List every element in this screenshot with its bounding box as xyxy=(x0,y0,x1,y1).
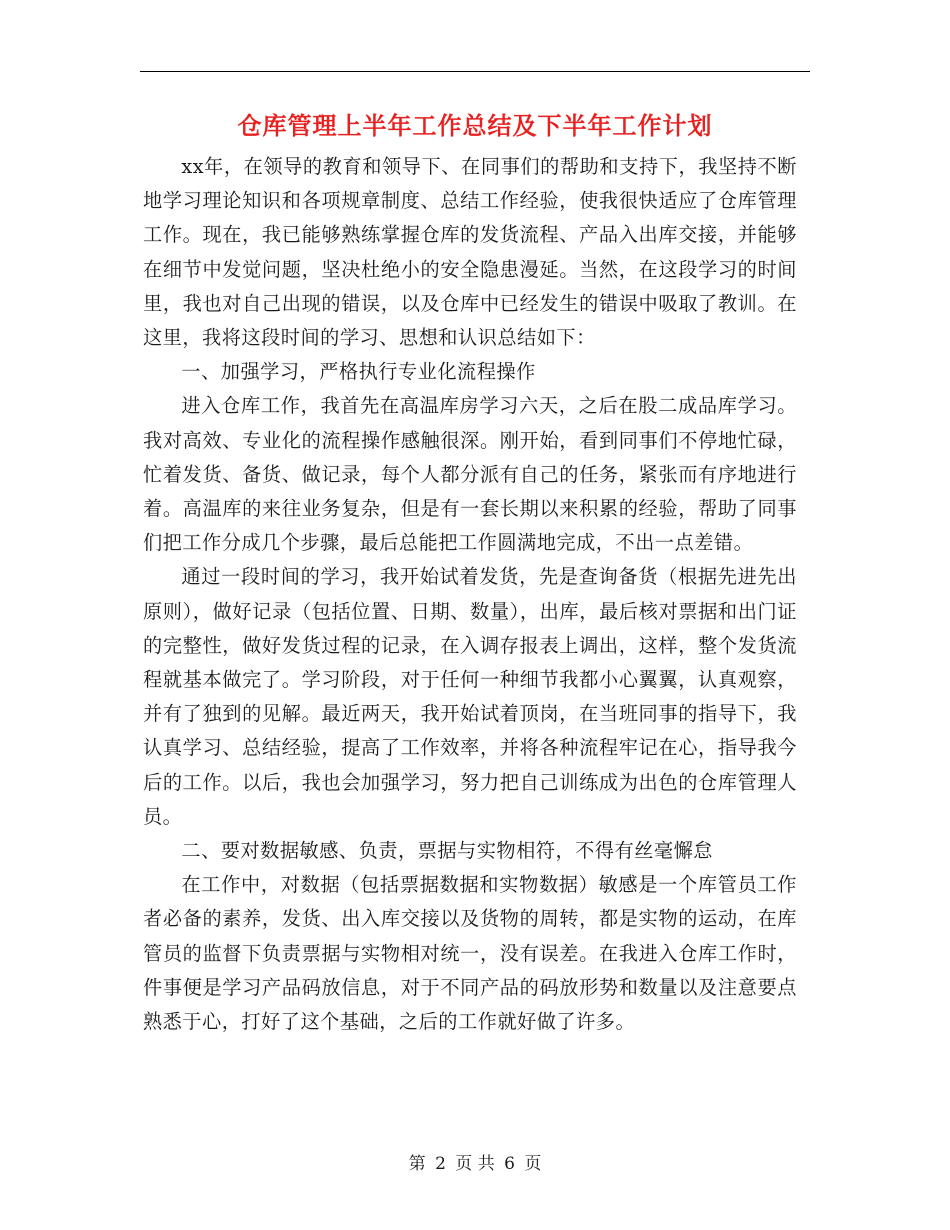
footer-mid: 页 共 xyxy=(455,1154,495,1174)
paragraph-section-1a: 进入仓库工作，我首先在高温库房学习六天，之后在股二成品库学习。我对高效、专业化的流程操作感触很深。刚开始，看到同事们不停地忙碌，忙着发货、备货、做记录，每个人都分派有自己的任务，紧张而有序地进行着。高温库的来往业务复杂，但是有一套长期以来积累的经验，帮助了同事们把工作分成几个步骤，最后总能把工作圆满地完成，不出一点差错。 xyxy=(143,394,797,555)
footer-prefix: 第 xyxy=(408,1154,426,1174)
header-rule xyxy=(140,71,810,72)
section-heading-2: 二、要对数据敏感、负责，票据与实物相符，不得有丝毫懈怠 xyxy=(181,839,713,863)
footer-suffix: 页 xyxy=(524,1154,542,1174)
footer-page-total: 6 xyxy=(504,1154,515,1174)
paragraph-section-1b: 通过一段时间的学习，我开始试着发货，先是查询备货（根据先进先出原则），做好记录（包括位置、日期、数量），出库，最后核对票据和出门证的完整性，做好发货过程的记录，在入调存报表上调出，这样，整个发货流程就基本做完了。学习阶段，对于任何一种细节我都小心翼翼，认真观察，并有了独到的见解。最近两天，我开始试着顶岗，在当班同事的指导下，我认真学习、总结经验，提高了工作效率，并将各种流程牢记在心，指导我今后的工作。以后，我也会加强学习，努力把自己训练成为出色的仓库管理人员。 xyxy=(143,565,797,828)
section-heading-1: 一、加强学习，严格执行专业化流程操作 xyxy=(181,360,536,384)
footer-page-current: 2 xyxy=(435,1154,446,1174)
paragraph-intro: xx年，在领导的教育和领导下、在同事们的帮助和支持下，我坚持不断地学习理论知识和各项规章制度、总结工作经验，使我很快适应了仓库管理工作。现在，我已能够熟练掌握仓库的发货流程、产品入出库交接，并能够在细节中发觉问题，坚决杜绝小的安全隐患漫延。当然，在这段学习的时间里，我也对自己出现的错误，以及仓库中已经发生的错误中吸取了教训。在这里，我将这段时间的学习、思想和认识总结如下： xyxy=(143,155,797,350)
document-title: 仓库管理上半年工作总结及下半年工作计划 xyxy=(237,111,713,140)
page-footer xyxy=(0,1153,950,1175)
paragraph-section-2a: 在工作中，对数据（包括票据数据和实物数据）敏感是一个库管员工作者必备的素养，发货、出入库交接以及货物的周转，都是实物的运动，在库管员的监督下负责票据与实物相对统一，没有误差。在我进入仓库工作时，件事便是学习产品码放信息，对于不同产品的码放形势和数量以及注意要点熟悉于心，打好了这个基础，之后的工作就好做了许多。 xyxy=(143,873,797,1034)
document-body xyxy=(143,150,797,1039)
